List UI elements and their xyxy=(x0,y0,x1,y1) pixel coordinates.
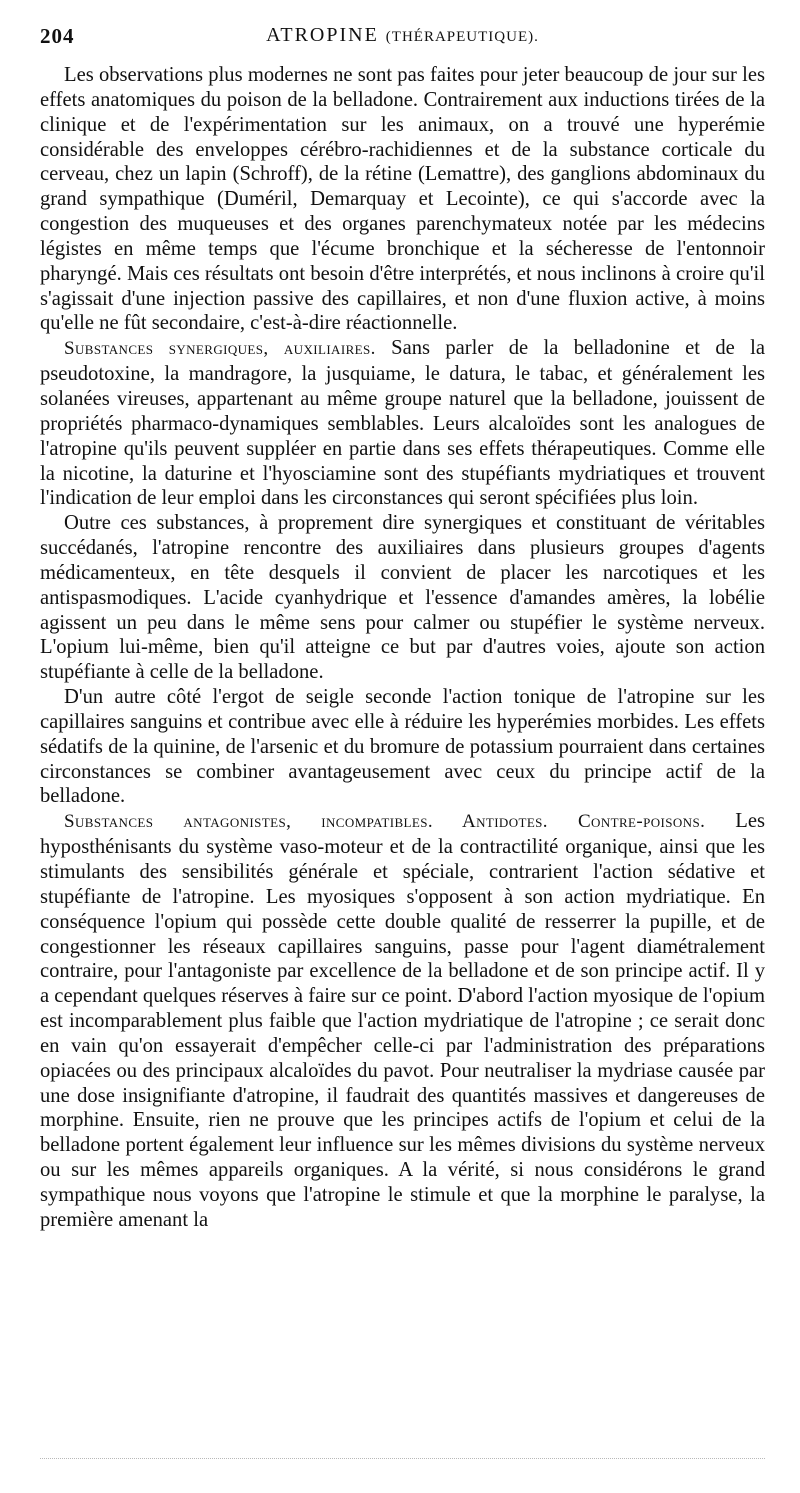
bottom-margin-artifact xyxy=(40,1458,765,1459)
section-heading-antagonists: Substances antagonistes, incompatibles. Antidotes. Contre-poisons. xyxy=(64,811,706,833)
running-title-subtitle: (THÉRAPEUTIQUE). xyxy=(385,29,539,45)
page-number: 204 xyxy=(40,24,75,48)
paragraph-text: Les observations plus modernes ne sont pas faites pour jeter beaucoup de jour sur les effets anatomiques du poison de la belladone. Contrairement aux inductions tirées de la clinique et de l'expérimentation sur les animaux, on a trouvé une hyperémie considérable des enveloppes cérébro-rachidiennes et de la substance corticale du cerveau, chez un lapin (Schroff), de la rétine (Lemattre), des ganglions abdominaux du grand sympathique (Duméril, Demarquay et Lecointe), ce qui s'accorde avec la congestion des muqueuses et des organes parenchymateux notée par les médecins légistes en même temps que l'écume bronchique et la sécheresse de l'entonnoir pharyngé. Mais ces résultats ont besoin d'être interprétés, et nous inclinons à croire qu'il s'agissait d'une injection passive des capillaires, et non d'une fluxion active, à moins qu'elle ne fût secondaire, c'est-à-dire réactionnelle. xyxy=(40,64,765,335)
running-title xyxy=(40,24,765,47)
paragraph-synergic-substances xyxy=(40,336,765,511)
running-title-main: ATROPINE xyxy=(266,24,379,46)
section-heading-synergic: Substances synergiques, auxiliaires. xyxy=(64,338,376,360)
paragraph-auxiliaries xyxy=(40,511,765,685)
body-text xyxy=(40,63,765,1233)
paragraph-ergot xyxy=(40,685,765,809)
paragraph-text: D'un autre côté l'ergot de seigle seconde l'action tonique de l'atropine sur les capillaires sanguins et contribue avec elle à réduire les hyperémies morbides. Les effets sédatifs de la quinine, de l'arsenic et du bromure de potassium pourraient dans certaines circonstances se combiner avantageusement avec ceux du principe actif de la belladone. xyxy=(40,686,765,808)
paragraph-antagonists xyxy=(40,809,765,1232)
paragraph-text: Sans parler de la belladonine et de la pseudotoxine, la mandragore, la jusquiame, le datura, le tabac, et généralement les solanées vireuses, appartenant au même groupe naturel que la belladone, jouissent de propriétés pharmaco-dynamiques semblables. Leurs alcaloïdes sont les analogues de l'atropine qu'ils peuvent suppléer en partie dans ses effets thérapeutiques. Comme elle la nicotine, la daturine et l'hyosciamine sont des stupéfiants mydriatiques et trouvent l'indication de leur emploi dans les circonstances qui seront spécifiées plus loin. xyxy=(40,337,765,510)
running-header xyxy=(40,24,765,54)
paragraph-text: Outre ces substances, à proprement dire synergiques et constituant de véritables succédanés, l'atropine rencontre des auxiliaires dans plusieurs groupes d'agents médicamenteux, en tête desquels il convient de placer les narcotiques et les antispasmodiques. L'acide cyanhydrique et l'essence d'amandes amères, la lobélie agissent un peu dans le même sens pour calmer ou stupéfier le système nerveux. L'opium lui-même, bien qu'il atteigne ce but par d'autres voies, ajoute son action stupéfiante à celle de la belladone. xyxy=(40,512,765,684)
paragraph-text: Les hyposthénisants du système vaso-moteur et de la contractilité organique, ainsi que les stimulants des sensibilités générale et spéciale, contrarient l'action sédative et stupéfiante de l'atropine. Les myosiques s'opposent à son action mydriatique. En conséquence l'opium qui possède cette double qualité de resserrer la pupille, et de congestionner les réseaux capillaires sanguins, passe pour l'agent diamétralement contraire, pour l'antagoniste par excellence de la belladone et de son principe actif. Il y a cependant quelques réserves à faire sur ce point. D'abord l'action myosique de l'opium est incomparablement plus faible que l'action mydriatique de l'atropine ; ce serait donc en vain qu'on essayerait d'empêcher celle-ci par l'administration des préparations opiacées ou des principaux alcaloïdes du pavot. Pour neutraliser la mydriase causée par une dose insignifiante d'atropine, il faudrait des quantités massives et dangereuses de morphine. Ensuite, rien ne prouve que les principes actifs de l'opium et celui de la belladone portent également leur influence sur les mêmes divisions du système nerveux ou sur les mêmes appareils organiques. A la vérité, si nous considérons le grand sympathique nous voyons que l'atropine le stimule et que la morphine le paralyse, la première amenant la xyxy=(40,810,765,1231)
paragraph-anatomical-effects xyxy=(40,63,765,336)
